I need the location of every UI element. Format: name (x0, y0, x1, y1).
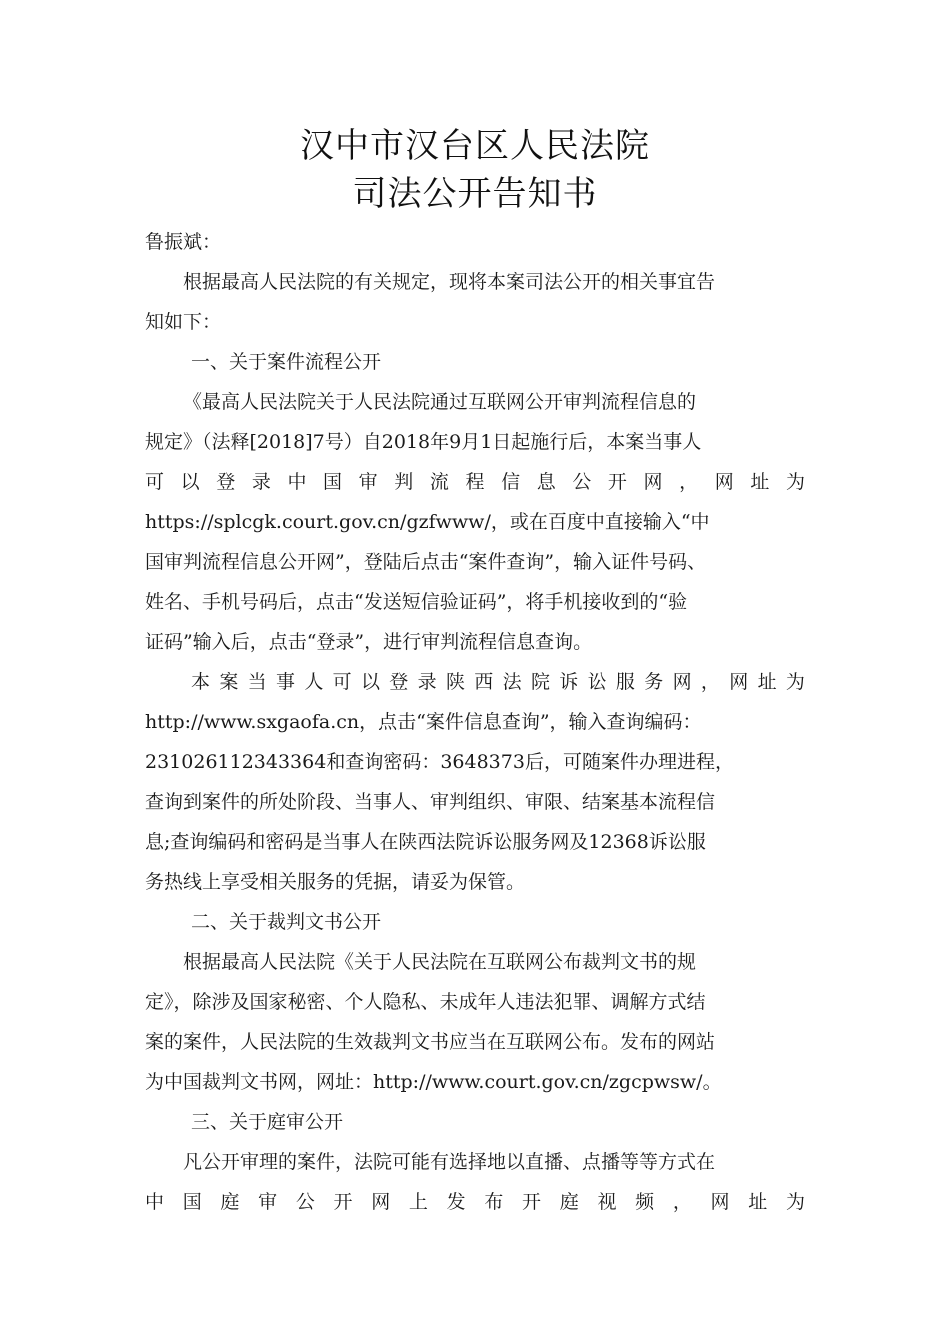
spaced-char: 案 (219, 671, 239, 693)
spaced-char: 公 (295, 1191, 315, 1213)
spaced-char: 当 (247, 671, 267, 693)
spaced-char: 登 (216, 471, 236, 493)
spaced-char: 网 (714, 471, 734, 493)
section-2-line: 案的案件，人民法院的生效裁判文书应当在互联网公布。发布的网站 (145, 1031, 716, 1053)
spaced-char: 中 (145, 1191, 165, 1213)
section-2-heading: 二、关于裁判文书公开 (191, 911, 382, 933)
spaced-char: 网 (371, 1191, 391, 1213)
spaced-char: 址 (757, 671, 777, 693)
spaced-char: 陕 (445, 671, 465, 693)
spaced-char: 西 (474, 671, 494, 693)
section-2-line: 根据最高人民法院《关于人民法院在互联网公布裁判文书的规 (183, 951, 697, 973)
spaced-char: 开 (522, 1191, 542, 1213)
spaced-char: 判 (394, 471, 414, 493)
spaced-char: 网 (710, 1191, 730, 1213)
intro-line-2: 知如下： (145, 311, 222, 333)
service-site-line: 务热线上享受相关服务的凭据，请妥为保管。 (145, 871, 526, 893)
spaced-char: 审 (258, 1191, 278, 1213)
spaced-char: 网 (643, 471, 663, 493)
section-1-line: 国审判流程信息公开网”，登陆后点击“案件查询”，输入证件号码、 (145, 551, 707, 573)
service-site-line: 查询到案件的所处阶段、当事人、审判组织、审限、结案基本流程信 (145, 791, 716, 813)
document-title-notice: 司法公开告知书 (352, 174, 598, 214)
spaced-char: 布 (484, 1191, 504, 1213)
spaced-char: 开 (333, 1191, 353, 1213)
section-1-line: 姓名、手机号码后，点击“发送短信验证码”，将手机接收到的“验 (145, 591, 688, 613)
spaced-char: 网 (672, 671, 692, 693)
section-1-line: 证码”输入后，点击“登录”，进行审判流程信息查询。 (145, 631, 593, 653)
spaced-char: 可 (145, 471, 165, 493)
section-1-line: 《最高人民法院关于人民法院通过互联网公开审判流程信息的 (183, 391, 697, 413)
document-title-court: 汉中市汉台区人民法院 (300, 126, 650, 166)
spaced-char: 录 (417, 671, 437, 693)
spaced-char: ， (700, 671, 720, 693)
spaced-char: 视 (597, 1191, 617, 1213)
service-site-url-line: http://www.sxgaofa.cn，点击“案件信息查询”，输入查询编码： (145, 711, 702, 733)
spaced-char: 网 (729, 671, 749, 693)
spaced-char: 息 (536, 471, 556, 493)
spaced-char: 开 (607, 471, 627, 493)
section-2-line: 定》，除涉及国家秘密、个人隐私、未成年人违法犯罪、调解方式结 (145, 991, 706, 1013)
spaced-char: 以 (180, 471, 200, 493)
spaced-char: 登 (389, 671, 409, 693)
spaced-char: 公 (572, 471, 592, 493)
spaced-char: 流 (429, 471, 449, 493)
section-3-heading: 三、关于庭审公开 (191, 1111, 344, 1133)
spaced-char: 为 (785, 471, 805, 493)
document-body (145, 222, 805, 1222)
spaced-char: 讼 (587, 671, 607, 693)
salutation: 鲁振斌： (145, 231, 222, 253)
service-site-line: 息;查询编码和密码是当事人在陕西法院诉讼服务网及12368诉讼服 (145, 831, 706, 853)
spaced-char: 址 (750, 471, 770, 493)
spaced-char: 可 (332, 671, 352, 693)
section-1-heading: 一、关于案件流程公开 (191, 351, 382, 373)
spaced-char: 事 (275, 671, 295, 693)
section-2-url-line: 为中国裁判文书网，网址：http://www.court.gov.cn/zgcpwsw/。 (145, 1071, 722, 1093)
spaced-char: ， (672, 1191, 692, 1213)
section-1-url-line: https://splcgk.court.gov.cn/gzfwww/，或在百度中直接输入“中 (145, 511, 710, 533)
spaced-char: 中 (287, 471, 307, 493)
spaced-char: 为 (785, 1191, 805, 1213)
spaced-char: 本 (191, 671, 211, 693)
section-1-spaced-line (145, 462, 805, 502)
section-3-line: 凡公开审理的案件，法院可能有选择地以直播、点播等等方式在 (183, 1151, 716, 1173)
spaced-char: 发 (446, 1191, 466, 1213)
spaced-char: 录 (251, 471, 271, 493)
section-1-line: 规定》（法释[2018]7号）自2018年9月1日起施行后，本案当事人 (145, 431, 702, 453)
section-3-spaced-line (145, 1182, 805, 1222)
spaced-char: 务 (644, 671, 664, 693)
spaced-char: 审 (358, 471, 378, 493)
spaced-char: 址 (748, 1191, 768, 1213)
spaced-char: 庭 (220, 1191, 240, 1213)
spaced-char: 诉 (559, 671, 579, 693)
spaced-char: 上 (408, 1191, 428, 1213)
intro-line-1: 根据最高人民法院的有关规定，现将本案司法公开的相关事宜告 (183, 271, 716, 293)
query-code-line: 231026112343364和查询密码：3648373后，可随案件办理进程， (145, 751, 734, 773)
spaced-char: 院 (530, 671, 550, 693)
spaced-char: 庭 (559, 1191, 579, 1213)
spaced-char: ， (679, 471, 699, 493)
spaced-char: 法 (502, 671, 522, 693)
spaced-char: 频 (635, 1191, 655, 1213)
spaced-char: 人 (304, 671, 324, 693)
spaced-char: 国 (182, 1191, 202, 1213)
spaced-char: 为 (785, 671, 805, 693)
spaced-char: 以 (360, 671, 380, 693)
spaced-char: 信 (501, 471, 521, 493)
service-site-spaced-line (145, 662, 805, 702)
spaced-char: 服 (615, 671, 635, 693)
spaced-char: 国 (323, 471, 343, 493)
spaced-char: 程 (465, 471, 485, 493)
